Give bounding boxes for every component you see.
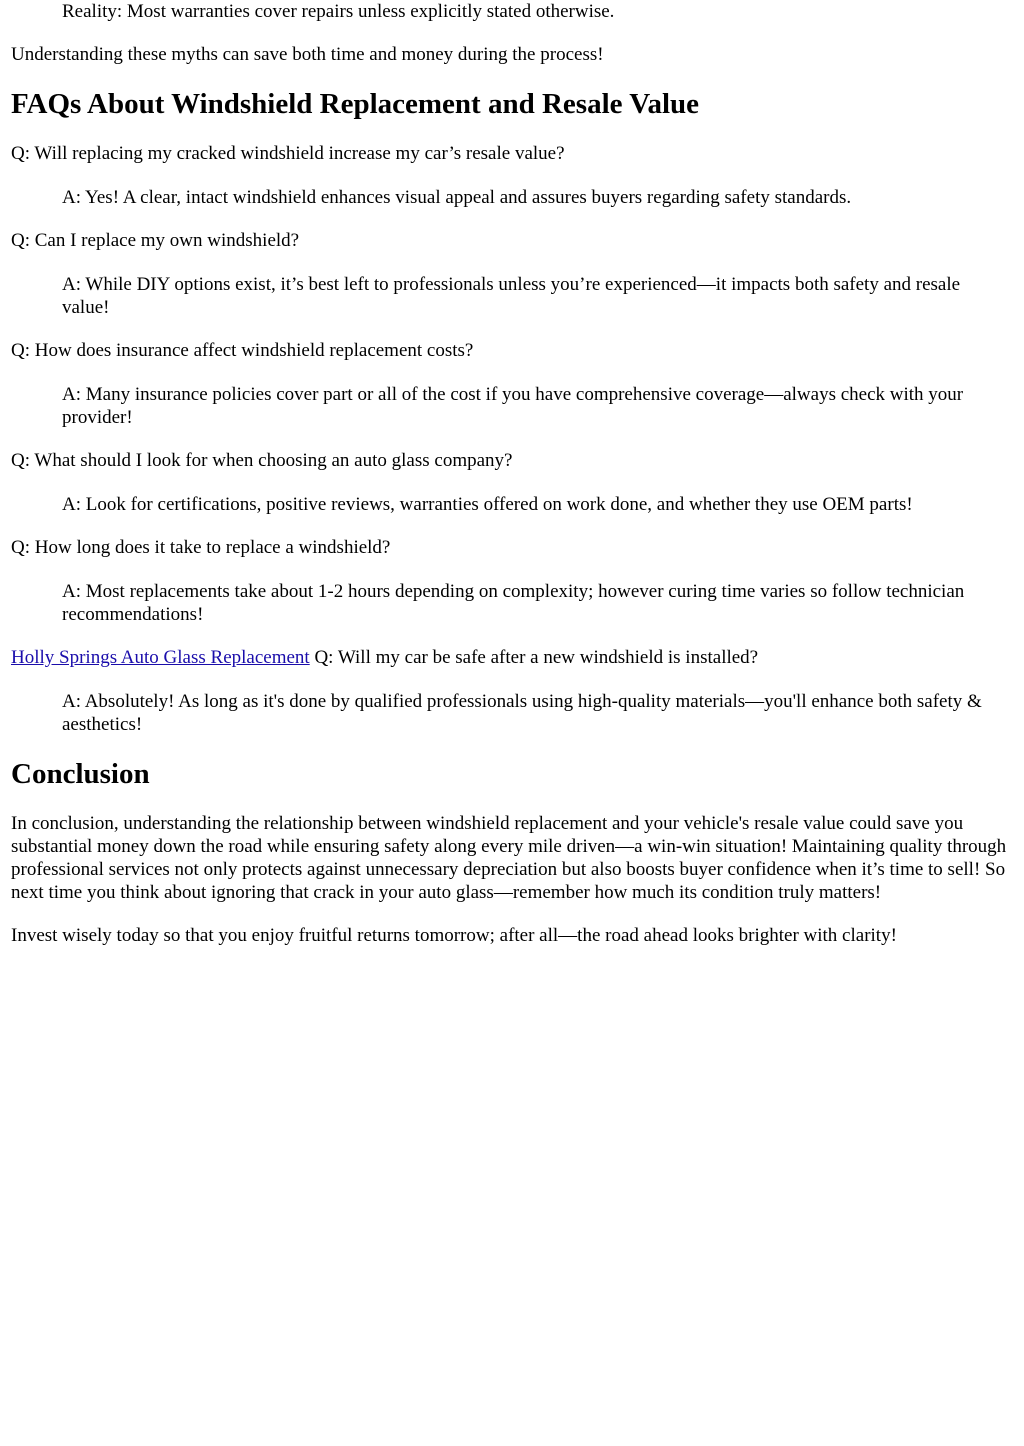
myth-reality-line: Reality: Most warranties cover repairs unless explicitly stated otherwise. xyxy=(62,1,615,22)
document-page xyxy=(11,0,1013,947)
faq-question-5: Q: How long does it take to replace a windshield? xyxy=(11,537,391,558)
faq-question-6-row xyxy=(11,646,1013,669)
closing-line: Invest wisely today so that you enjoy fruitful returns tomorrow; after all—the road ahead looks brighter with clarity! xyxy=(11,925,897,946)
holly-springs-auto-glass-link[interactable]: Holly Springs Auto Glass Replacement xyxy=(11,647,310,668)
faq-answer-5: A: Most replacements take about 1-2 hours depending on complexity; however curing time varies so follow technician recommendations! xyxy=(62,581,965,625)
faq-answer-4: A: Look for certifications, positive reviews, warranties offered on work done, and whether they use OEM parts! xyxy=(62,494,913,515)
faq-question-2: Q: Can I replace my own windshield? xyxy=(11,230,300,251)
faq-answer-3: A: Many insurance policies cover part or all of the cost if you have comprehensive coverage—always check with your provider! xyxy=(62,384,964,428)
faq-question-6: Q: Will my car be safe after a new windshield is installed? xyxy=(309,647,759,668)
faq-answer-1: A: Yes! A clear, intact windshield enhances visual appeal and assures buyers regarding safety standards. xyxy=(62,187,852,208)
faq-question-1: Q: Will replacing my cracked windshield increase my car’s resale value? xyxy=(11,143,565,164)
conclusion-heading: Conclusion xyxy=(11,758,150,790)
faq-question-3: Q: How does insurance affect windshield replacement costs? xyxy=(11,340,474,361)
myths-summary: Understanding these myths can save both time and money during the process! xyxy=(11,44,604,65)
faq-answer-2: A: While DIY options exist, it’s best left to professionals unless you’re experienced—it impacts both safety and resale value! xyxy=(62,274,961,318)
faq-heading: FAQs About Windshield Replacement and Resale Value xyxy=(11,88,700,120)
faq-question-4: Q: What should I look for when choosing an auto glass company? xyxy=(11,450,513,471)
conclusion-body: In conclusion, understanding the relationship between windshield replacement and your vehicle's resale value could save you substantial money down the road while ensuring safety along every mile driven—a win-win situation! Maintaining quality through professional services not only protects against unnecessary depreciation but also boosts buyer confidence when it’s time to sell! So next time you think about ignoring that crack in your auto glass—remember how much its condition truly matters! xyxy=(11,813,1007,903)
faq-answer-6: A: Absolutely! As long as it's done by qualified professionals using high-quality materials—you'll enhance both safety & aesthetics! xyxy=(62,691,982,735)
